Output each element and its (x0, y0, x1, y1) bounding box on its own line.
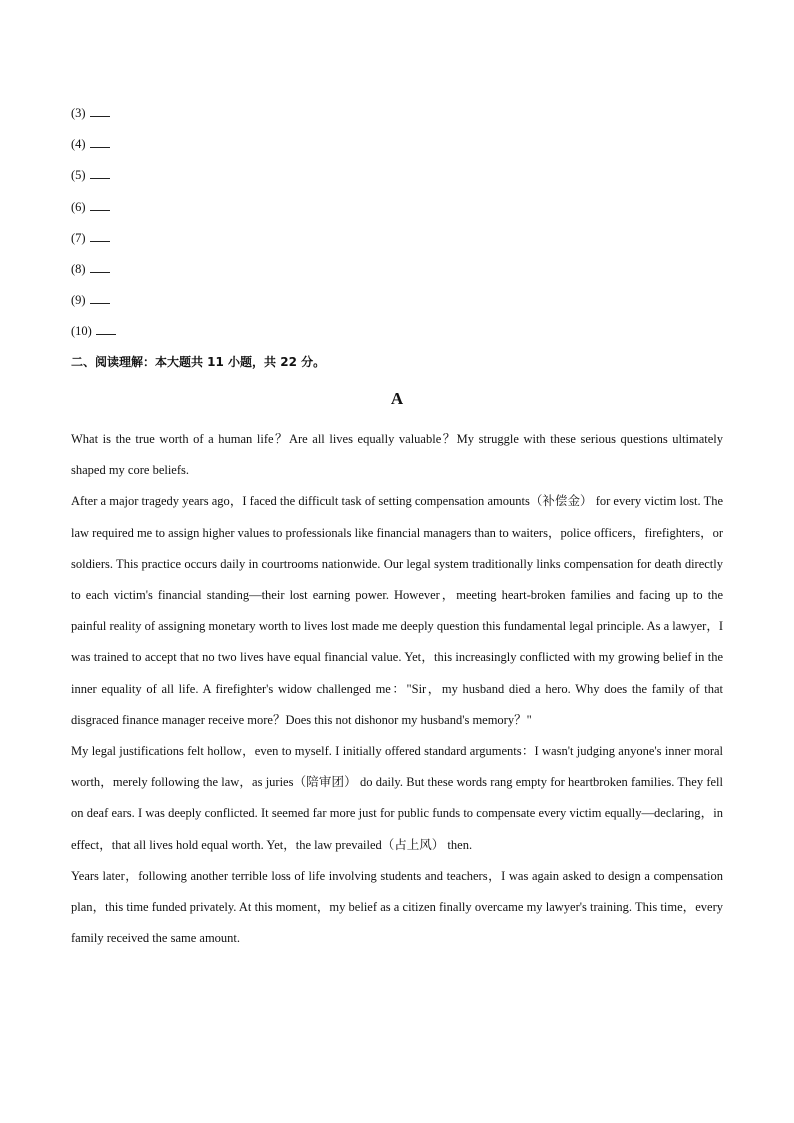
blank-underline (90, 138, 110, 148)
blank-underline (96, 325, 116, 335)
blank-underline (90, 263, 110, 273)
reading-passage (71, 424, 723, 954)
blank-number: (8) (71, 261, 86, 276)
blank-number: (5) (71, 168, 86, 183)
blank-number: (3) (71, 106, 86, 120)
answer-blank (71, 259, 116, 290)
blank-number: (6) (71, 199, 86, 214)
passage-title: A (390, 389, 404, 408)
answer-blank-list (71, 103, 116, 353)
answer-blank (71, 197, 116, 228)
blank-number: (10) (71, 324, 92, 339)
blank-underline (90, 107, 110, 117)
answer-blank (71, 103, 116, 134)
passage-paragraph: My legal justifications felt hollow，even to myself. I initially offered standard arguments：I wasn't judging anyone's inner moral worth，merely following the law，as juries（陪审团） do daily. But these words rang empty for heartbroken families. They fell on deaf ears. I was deeply conflicted. It seemed far more just for public funds to compensate every victim equally—declaring，in effect，that all lives hold equal worth. Yet，the law prevailed（占上风） then. (71, 744, 723, 852)
section-heading: 二、阅读理解：本大题共 11 小题，共 22 分。 (71, 355, 326, 369)
passage-paragraph: What is the true worth of a human life？Are all lives equally valuable？My struggle with these serious questions ultimately shaped my core beliefs. (71, 432, 723, 478)
passage-paragraph: Years later，following another terrible loss of life involving students and teachers，I was again asked to design a compensation plan，this time funded privately. At this moment，my belief as a citizen finally overcame my lawyer's training. This time，every family received the same amount. (71, 868, 723, 946)
blank-number: (4) (71, 137, 86, 152)
answer-blank (71, 134, 116, 165)
blank-underline (90, 294, 110, 304)
passage-paragraph: After a major tragedy years ago，I faced the difficult task of setting compensation amounts（补偿金） for every victim lost. The law required me to assign higher values to professionals like financial managers than to waiters，police officers，firefighters，or soldiers. This practice occurs daily in courtrooms nationwide. Our legal system traditionally links compensation for death directly to each victim's financial standing—their lost earning power. However，meeting heart-broken families and facing up to the painful reality of assigning monetary worth to lives lost made me deeply question this fundamental legal principle. As a lawyer，I was trained to accept that no two lives have equal financial value. Yet，this increasingly conflicted with my growing belief in the inner equality of all life. A firefighter's widow challenged me："Sir，my husband died a hero. Why does the family of that disgraced finance manager receive more？Does this not dishonor my husband's memory？" (71, 494, 723, 727)
blank-underline (90, 232, 110, 242)
blank-underline (90, 201, 110, 211)
blank-number: (7) (71, 230, 86, 245)
blank-number: (9) (71, 293, 86, 308)
answer-blank (71, 228, 116, 259)
blank-underline (90, 169, 110, 179)
answer-blank (71, 290, 116, 321)
answer-blank (71, 321, 116, 352)
answer-blank (71, 165, 116, 196)
